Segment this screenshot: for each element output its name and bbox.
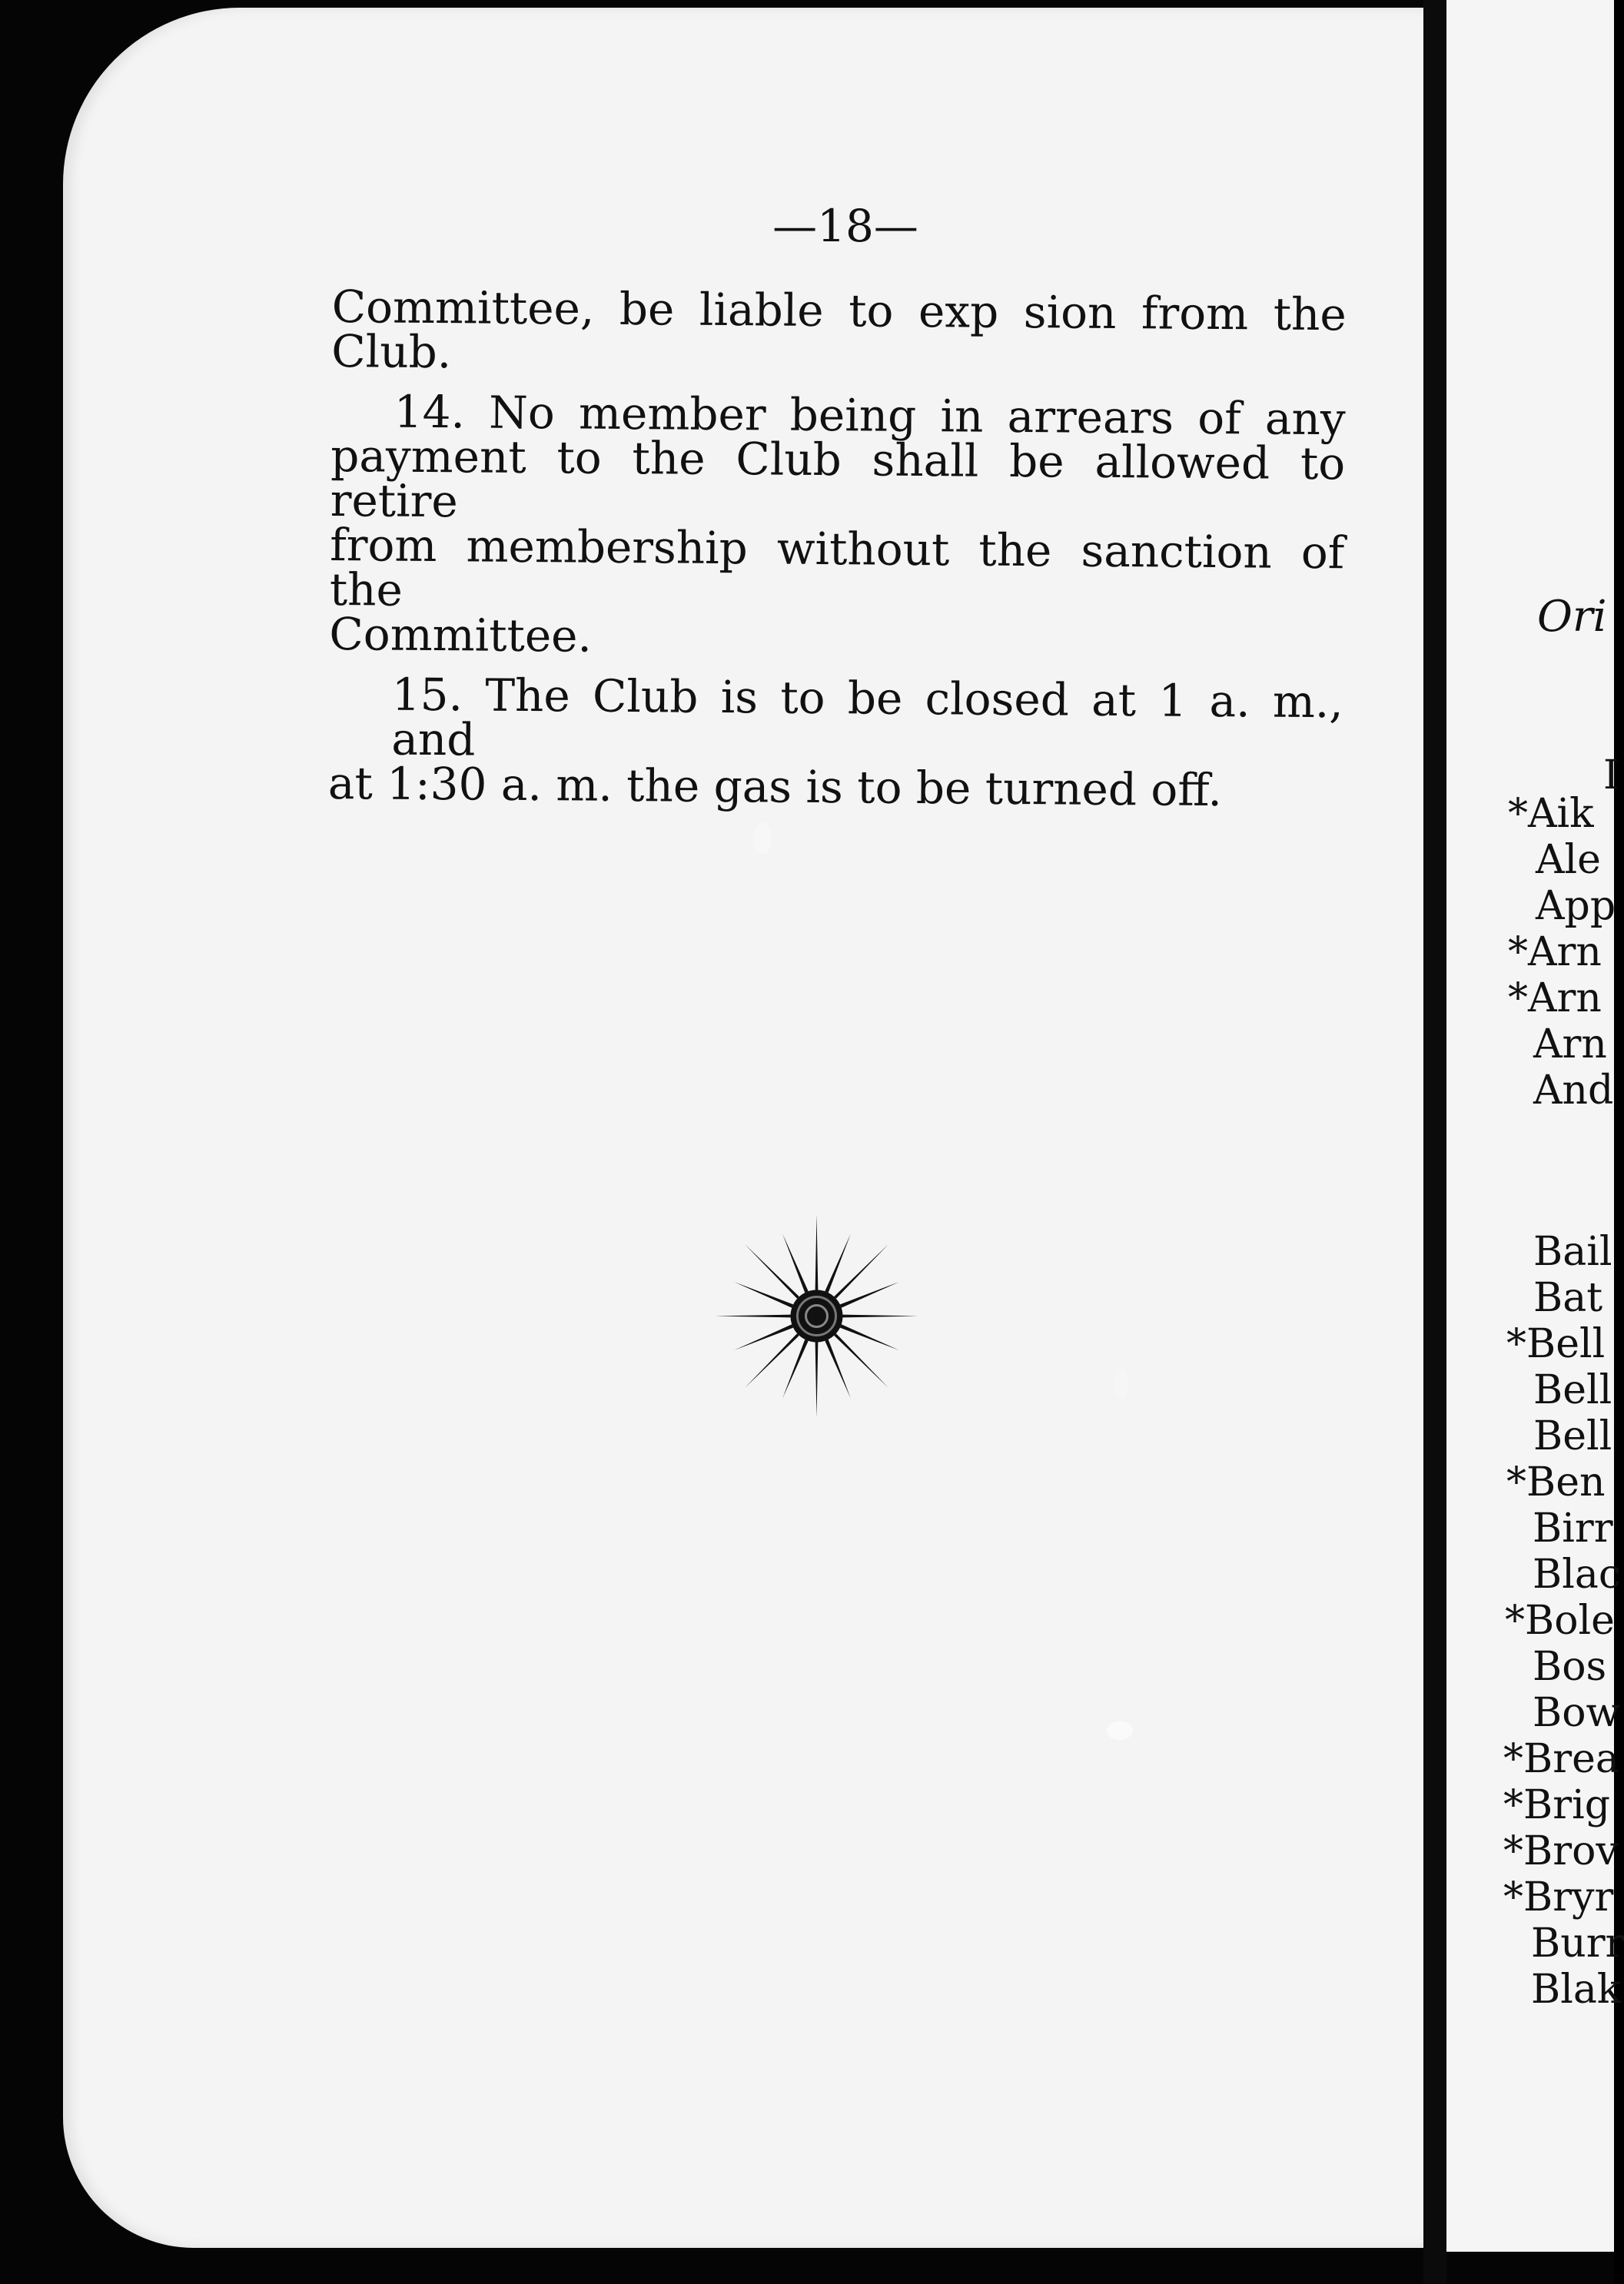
right-list-fragment: Birr	[1533, 1506, 1613, 1552]
right-list-fragment: And	[1533, 1067, 1614, 1114]
paper-speck	[1107, 1721, 1133, 1740]
sunburst-ray-icon	[834, 1244, 888, 1299]
right-list-fragment: *Aik	[1508, 791, 1594, 837]
sunburst-ray-icon	[782, 1233, 809, 1293]
sunburst-ray-icon	[734, 1324, 793, 1350]
rules-text-block	[327, 281, 1347, 817]
right-list-fragment: *Brov	[1503, 1828, 1619, 1874]
sunburst-ray-icon	[745, 1333, 799, 1388]
right-list-fragment: Bell	[1533, 1413, 1612, 1459]
sunburst-ray-icon	[840, 1324, 899, 1350]
right-list-fragment: Bell	[1533, 1367, 1612, 1413]
right-list-fragment: I	[1603, 752, 1619, 798]
book-gutter	[1423, 0, 1446, 2284]
sunburst-ray-icon	[825, 1233, 851, 1293]
sunburst-ray-icon	[782, 1340, 809, 1399]
right-page-heading-fragment: Ori	[1537, 592, 1607, 642]
text-line-5: from membership without the sanction of the	[329, 518, 1345, 616]
right-list-fragment: *Brea	[1503, 1736, 1619, 1782]
text-line-1: Committee, be liable to exp sion from the	[331, 281, 1347, 341]
right-list-fragment: Blac	[1533, 1552, 1621, 1598]
sunburst-ray-icon	[842, 1315, 918, 1318]
sunburst-ray-icon	[815, 1342, 819, 1417]
text-line-2: Club.	[331, 324, 452, 379]
right-list-fragment: Bail	[1533, 1229, 1612, 1275]
text-line-4: payment to the Club shall be allowed to retire	[330, 429, 1346, 528]
sunburst-ray-icon	[825, 1340, 851, 1399]
right-list-fragment: Bat	[1533, 1275, 1603, 1321]
text-line-8: at 1:30 a. m. the gas is to be turned off.	[327, 756, 1223, 817]
sunburst-ray-icon	[840, 1282, 899, 1308]
right-list-fragment: *Arn	[1508, 975, 1602, 1021]
text-line-3: 14. No member being in arrears of any	[394, 385, 1346, 446]
right-list-fragment: *Bell	[1506, 1321, 1606, 1367]
right-list-fragment: *Arn	[1508, 929, 1602, 975]
right-list-fragment: App	[1536, 883, 1616, 929]
paper-speck	[1114, 1368, 1128, 1400]
right-list-fragment: *Bole	[1505, 1598, 1615, 1644]
sunburst-ray-icon	[745, 1244, 799, 1299]
right-list-fragment: *Brig	[1503, 1782, 1610, 1828]
sunburst-ornament-icon	[715, 1214, 918, 1418]
text-line-7: 15. The Club is to be closed at 1 a. m., and	[391, 668, 1344, 766]
right-list-fragment: Blak	[1531, 1967, 1622, 2013]
right-list-fragment: Bos	[1533, 1644, 1607, 1690]
right-list-fragment: *Ben	[1506, 1459, 1606, 1506]
sunburst-ray-icon	[815, 1215, 819, 1290]
paper-speck	[753, 822, 772, 855]
right-list-fragment: Bow	[1533, 1690, 1621, 1736]
right-list-fragment: Burr	[1531, 1920, 1624, 1967]
sunburst-ray-icon	[734, 1282, 793, 1308]
sunburst-ray-icon	[834, 1333, 888, 1388]
page-number: —18—	[772, 200, 918, 252]
right-list-fragment: Ale	[1536, 837, 1601, 883]
right-list-fragment: Arn	[1533, 1021, 1607, 1067]
right-list-fragment: *Bryr	[1503, 1874, 1614, 1920]
sunburst-ray-icon	[716, 1315, 791, 1318]
text-line-6: Committee.	[329, 607, 593, 662]
